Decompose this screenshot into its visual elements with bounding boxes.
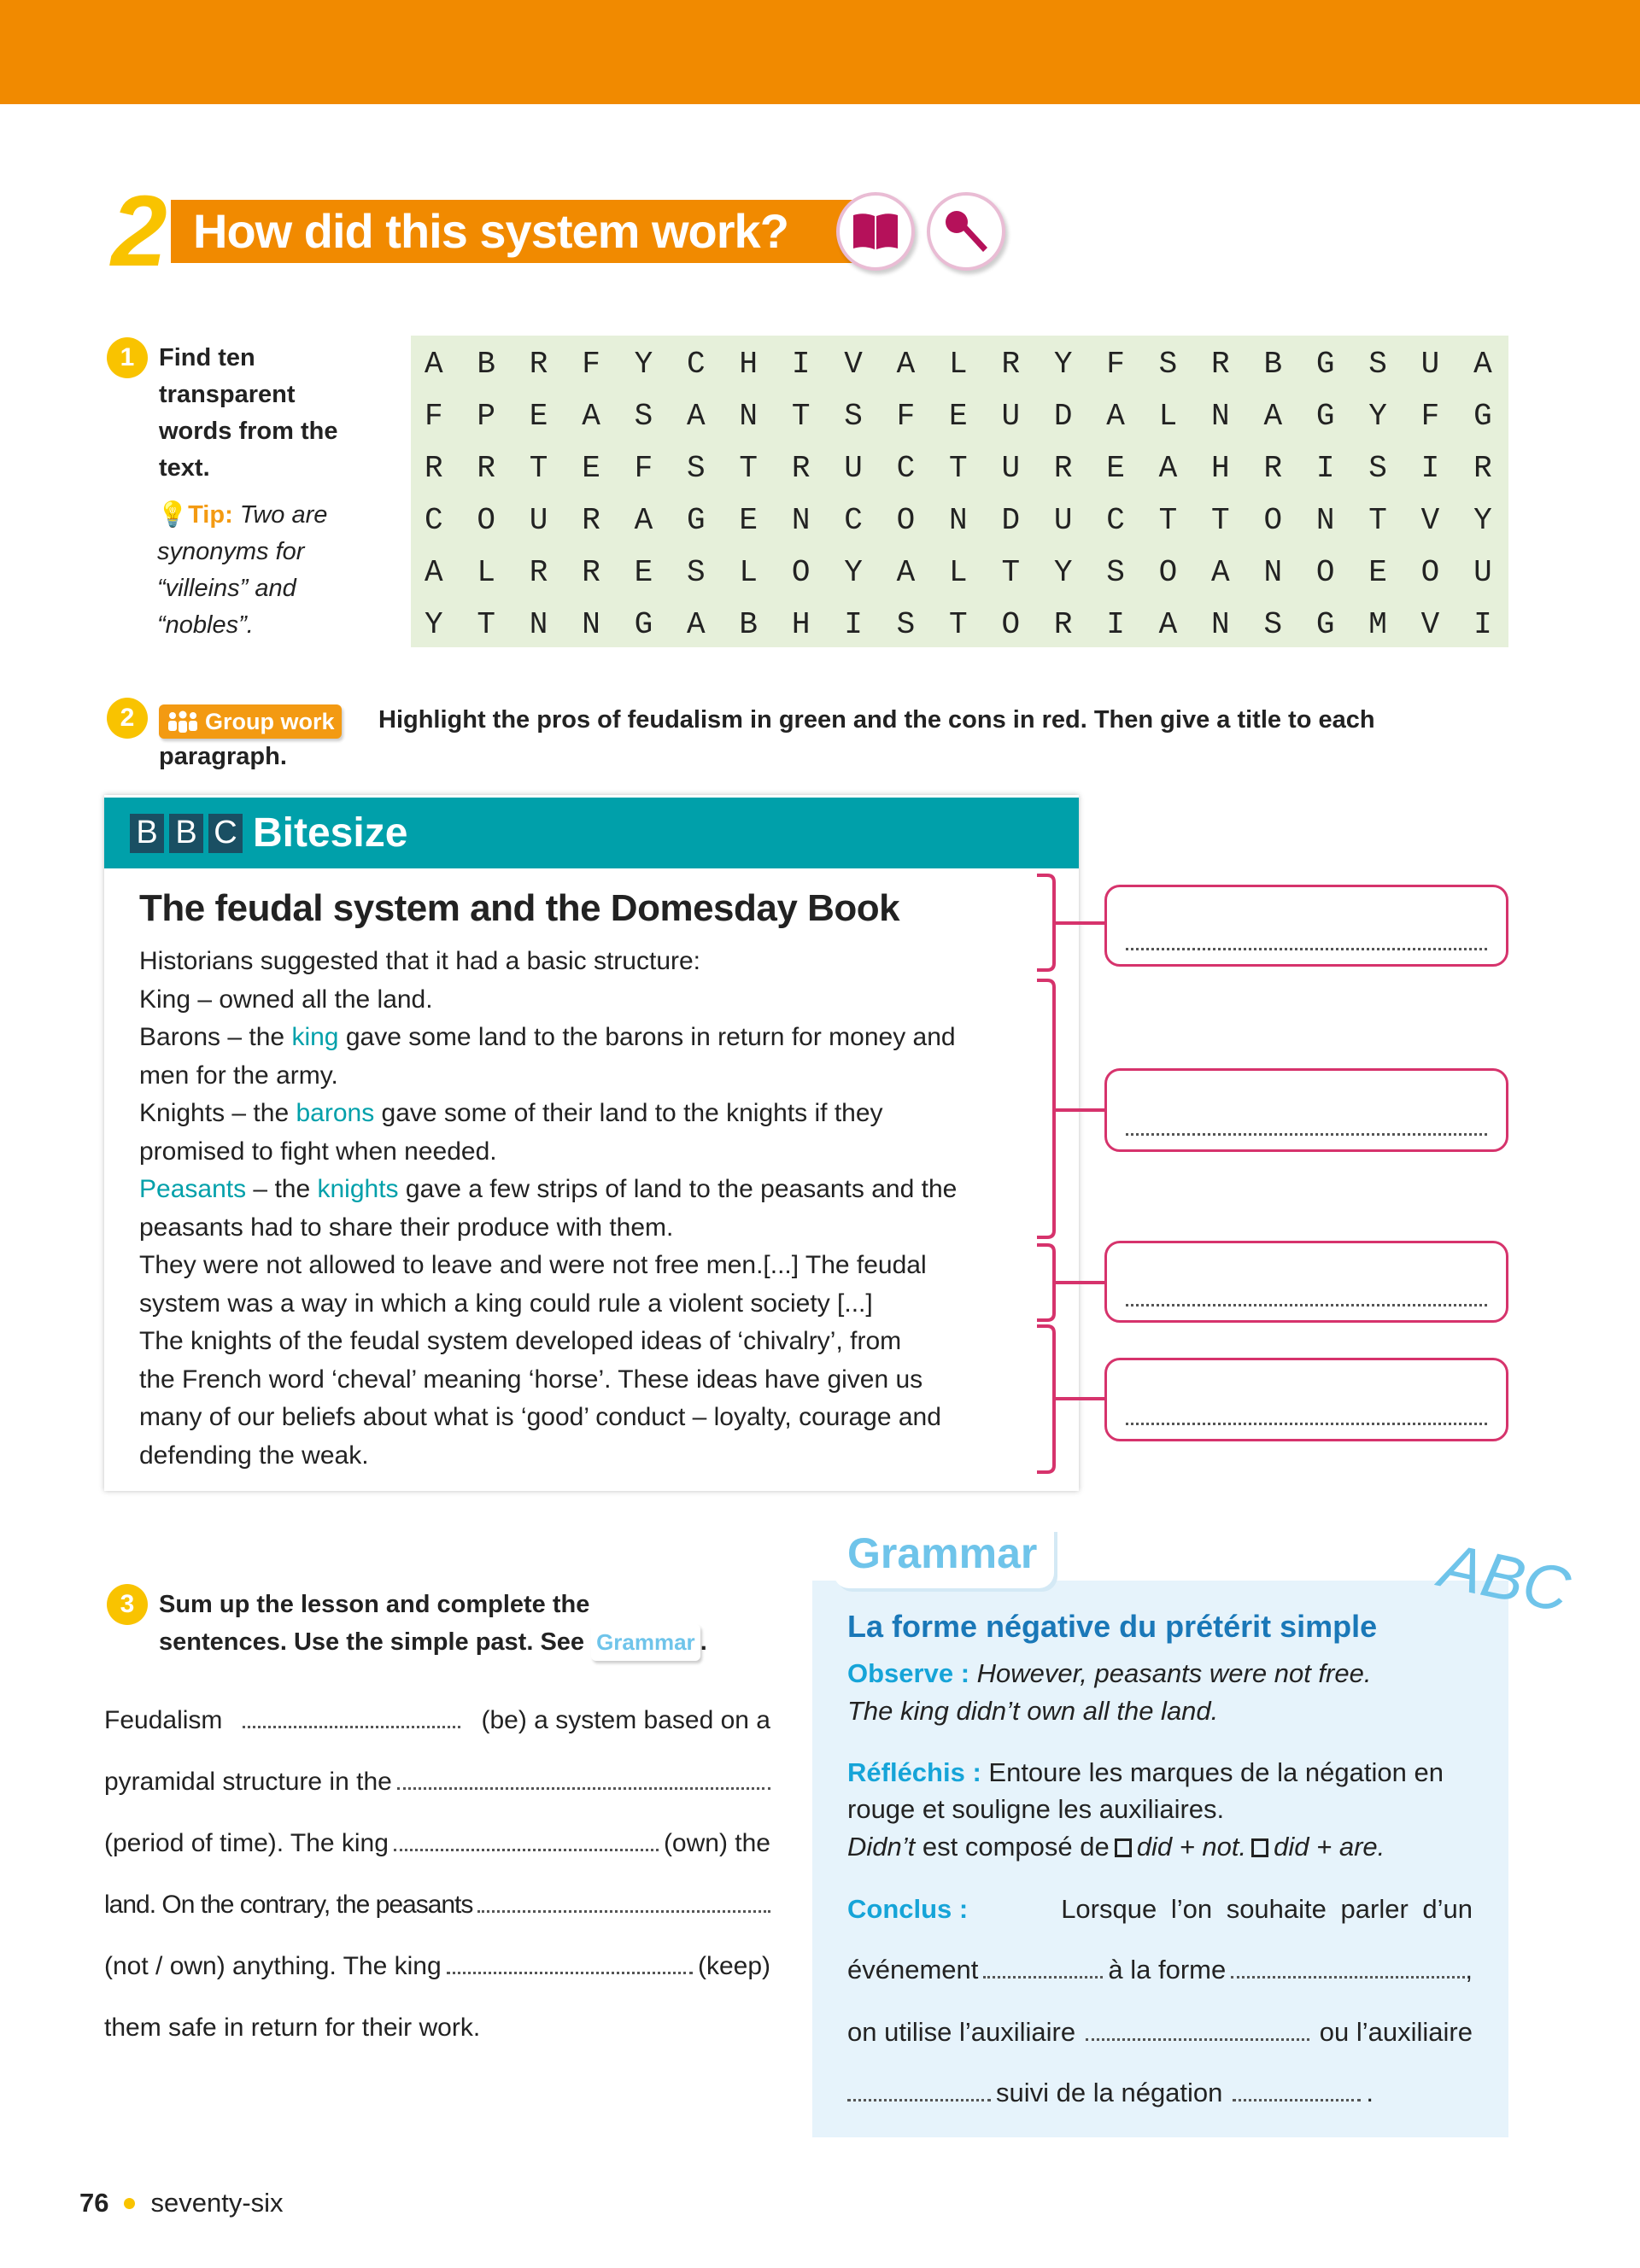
page-number-words: seventy-six bbox=[150, 2188, 284, 2218]
blank-auxiliaire-2[interactable] bbox=[847, 2096, 991, 2101]
text-segment: – the bbox=[246, 1175, 318, 1203]
sentence-line-2: pyramidal structure in the bbox=[104, 1768, 770, 1797]
article-line bbox=[139, 1061, 338, 1090]
text-segment: gave some of their land to the knights if they bbox=[374, 1099, 883, 1127]
blank-be[interactable] bbox=[243, 1723, 460, 1728]
blank-period[interactable] bbox=[397, 1785, 770, 1790]
paragraph-title-input-3[interactable] bbox=[1104, 1241, 1508, 1323]
grammar-link[interactable]: Grammar bbox=[591, 1624, 700, 1661]
group-icon bbox=[166, 710, 200, 733]
text-segment: system was a way in which a king could rule a violent society [...] bbox=[139, 1289, 873, 1318]
grid-row-1[interactable]: ABRFYCHIVALRYFSRBGSUA bbox=[425, 347, 1526, 382]
conclus-line-3: on utilise l’auxiliaire ou l’auxiliaire bbox=[847, 2017, 1473, 2047]
exercise-2-instruction-cont: paragraph. bbox=[159, 743, 287, 770]
exercise-3-instruction: Sum up the lesson and complete the bbox=[159, 1591, 590, 1618]
article-line bbox=[139, 1175, 957, 1204]
text-segment: the French word ‘cheval’ meaning ‘horse’. These ideas have given us bbox=[139, 1365, 923, 1394]
reflechis-line-2: rouge et souligne les auxiliaires. bbox=[847, 1794, 1225, 1824]
checkbox-did-are[interactable] bbox=[1251, 1838, 1268, 1857]
bbc-header bbox=[104, 798, 1079, 868]
highlighted-term: knights bbox=[317, 1175, 399, 1203]
bitesize-brand: Bitesize bbox=[253, 810, 408, 856]
article-title: The feudal system and the Domesday Book bbox=[139, 887, 900, 929]
blank-auxiliaire-1[interactable] bbox=[1086, 2036, 1309, 2041]
observe-line-2: The king didn’t own all the land. bbox=[847, 1696, 1219, 1726]
reflechis-line-3: Didn’t est composé de did + not. did + are. bbox=[847, 1832, 1385, 1862]
reflechis-line-1: Réfléchis : Entoure les marques de la négation en bbox=[847, 1757, 1444, 1787]
bbc-logo-b2: B bbox=[169, 814, 203, 853]
blank-own[interactable] bbox=[394, 1846, 659, 1851]
article-line bbox=[139, 1251, 927, 1280]
sentence-line-5: (not / own) anything. The king (keep) bbox=[104, 1952, 770, 1980]
tip-text: 💡Tip: Two are synonyms for “villeins” and “nobles”. bbox=[157, 501, 328, 639]
article-line bbox=[139, 1289, 873, 1318]
lightbulb-icon: 💡 bbox=[157, 501, 189, 529]
exercise-number-2: 2 bbox=[107, 698, 148, 739]
text-segment: defending the weak. bbox=[139, 1441, 369, 1470]
text-segment: King – owned all the land. bbox=[139, 985, 433, 1014]
sentence-line-6: them safe in return for their work. bbox=[104, 2014, 481, 2042]
text-segment: promised to fight when needed. bbox=[139, 1137, 497, 1166]
checkbox-did-not[interactable] bbox=[1115, 1838, 1132, 1857]
text-segment: They were not allowed to leave and were not free men.[...] The feudal bbox=[139, 1251, 927, 1279]
exercise-3-instruction-cont: sentences. Use the simple past. See Grammar . bbox=[159, 1624, 707, 1661]
section-number: 2 bbox=[111, 175, 167, 288]
grid-row-4[interactable]: COURAGENCONDUCTTONTVY bbox=[425, 503, 1526, 538]
observe-line-1: Observe : However, peasants were not free. bbox=[847, 1658, 1372, 1688]
paragraph-title-input-4[interactable] bbox=[1104, 1358, 1508, 1441]
book-icon bbox=[836, 192, 915, 271]
article-line bbox=[139, 985, 433, 1014]
text-segment: Barons – the bbox=[139, 1023, 292, 1051]
exercise-1-instruction: Find ten transparent words from the text. bbox=[159, 344, 338, 482]
grammar-title: La forme négative du prétérit simple bbox=[847, 1609, 1378, 1644]
paragraph-brackets bbox=[1025, 871, 1110, 1486]
conclus-line-4: suivi de la négation . bbox=[847, 2078, 1374, 2108]
bullet-dot bbox=[124, 2198, 135, 2209]
article-line bbox=[139, 1213, 673, 1242]
blank-keep[interactable] bbox=[447, 1969, 693, 1974]
bbc-logo-b: B bbox=[130, 814, 164, 853]
blank-not-own[interactable] bbox=[477, 1908, 770, 1913]
text-segment: The knights of the feudal system developed ideas of ‘chivalry’, from bbox=[139, 1327, 902, 1355]
bbc-bitesize-article bbox=[104, 795, 1079, 1491]
group-work-badge: Group work bbox=[159, 704, 342, 739]
exercise-number-1: 1 bbox=[107, 337, 148, 378]
page-number: 76 bbox=[79, 2188, 109, 2218]
text-segment: Knights – the bbox=[139, 1099, 296, 1127]
bracket-2 bbox=[1037, 980, 1104, 1237]
article-line bbox=[139, 1327, 901, 1356]
blank-evenement[interactable] bbox=[983, 1973, 1103, 1979]
blank-negation[interactable] bbox=[1233, 2096, 1361, 2101]
sentence-line-3: (period of time). The king (own) the bbox=[104, 1829, 770, 1857]
grid-row-6[interactable]: YTNNGABHISTORIANSGMVI bbox=[425, 607, 1526, 642]
section-title: How did this system work? bbox=[193, 204, 788, 258]
microphone-icon bbox=[927, 192, 1005, 271]
word-search-grid[interactable] bbox=[411, 336, 1526, 647]
sentence-line-4: land. On the contrary, the peasants bbox=[104, 1891, 770, 1920]
article-line bbox=[139, 1403, 941, 1432]
conclus-line-1: Conclus : Lorsque l’on souhaite parler d’un bbox=[847, 1894, 1473, 1924]
grid-row-5[interactable]: ALRRESLOYALTYSOANOEOU bbox=[425, 555, 1526, 590]
bbc-logo-c: C bbox=[208, 814, 243, 853]
highlighted-term: Peasants bbox=[139, 1175, 247, 1203]
grid-row-3[interactable]: RRTEFSTRUCTUREAHRISIR bbox=[425, 451, 1526, 486]
text-segment: gave a few strips of land to the peasants and the bbox=[398, 1175, 958, 1203]
text-segment: gave some land to the barons in return for money and bbox=[338, 1023, 956, 1051]
page-footer bbox=[79, 2188, 284, 2218]
top-banner bbox=[0, 0, 1640, 104]
sentence-line-1: Feudalism (be) a system based on a bbox=[104, 1706, 770, 1734]
highlighted-term: barons bbox=[296, 1099, 375, 1127]
blank-forme[interactable] bbox=[1231, 1973, 1465, 1979]
paragraph-title-input-1[interactable] bbox=[1104, 885, 1508, 967]
exercise-2-instruction: Highlight the pros of feudalism in green and the cons in red. Then give a title to each bbox=[378, 706, 1375, 734]
bracket-3 bbox=[1037, 1245, 1104, 1320]
exercise-number-3: 3 bbox=[107, 1584, 148, 1625]
article-line bbox=[139, 1023, 956, 1052]
grid-row-2[interactable]: FPEASANTSFEUDALNAGYFG bbox=[425, 399, 1526, 434]
conclus-line-2: événement à la forme , bbox=[847, 1955, 1473, 1984]
article-line bbox=[139, 1365, 922, 1394]
paragraph-title-input-2[interactable] bbox=[1104, 1068, 1508, 1152]
abc-decoration: ABC bbox=[1434, 1529, 1577, 1626]
article-line bbox=[139, 1441, 369, 1470]
text-segment: men for the army. bbox=[139, 1061, 338, 1090]
bracket-4 bbox=[1037, 1326, 1104, 1472]
highlighted-term: king bbox=[291, 1023, 339, 1051]
bracket-1 bbox=[1037, 875, 1104, 970]
article-line bbox=[139, 1099, 883, 1128]
article-line bbox=[139, 1137, 497, 1166]
text-segment: peasants had to share their produce with them. bbox=[139, 1213, 674, 1242]
text-segment: many of our beliefs about what is ‘good’ conduct – loyalty, courage and bbox=[139, 1403, 941, 1431]
article-line bbox=[139, 947, 700, 976]
text-segment: Historians suggested that it had a basic structure: bbox=[139, 947, 701, 975]
grammar-label: Grammar bbox=[847, 1529, 1038, 1577]
